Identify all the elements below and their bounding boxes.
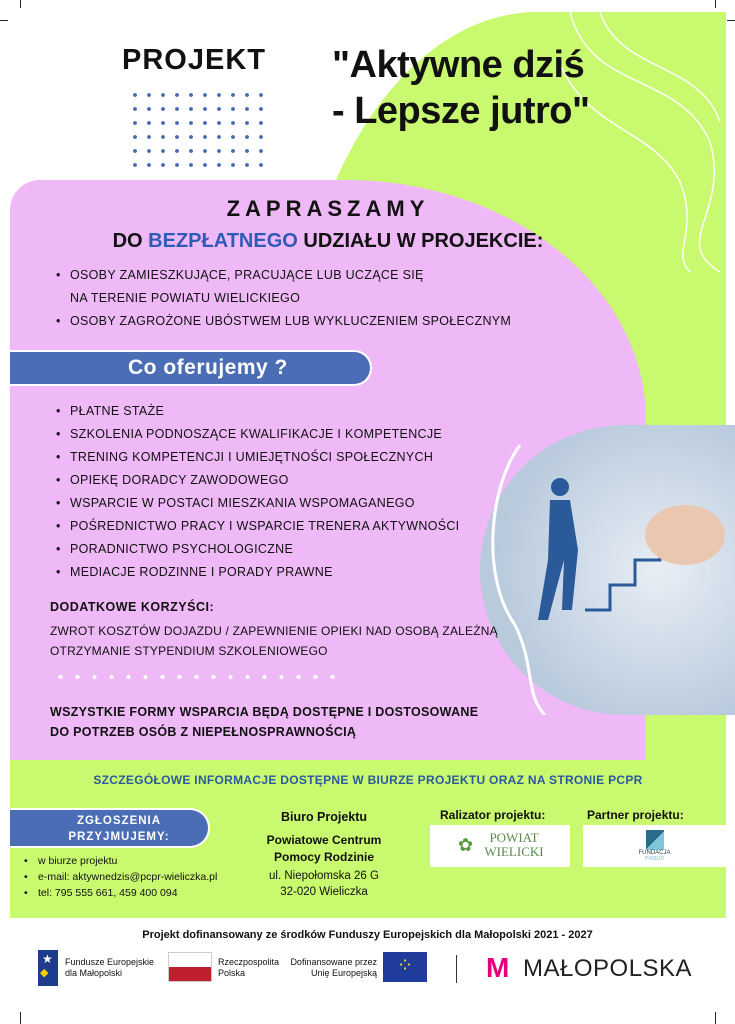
list-item: • WSPARCIE W POSTACI MIESZKANIA WSPOMAGANEGO	[56, 492, 459, 515]
fundacja-logo	[583, 825, 726, 867]
crop-mark	[715, 1012, 716, 1024]
extra-benefit: OTRZYMANIE STYPENDIUM SZKOLENIOWEGO	[50, 644, 328, 658]
funding-note: Projekt dofinansowany ze środków Funduszy Europejskich dla Małopolski 2021 - 2027	[142, 929, 593, 941]
dot-grid-icon	[128, 88, 268, 168]
text: FUNDACJA	[638, 850, 671, 856]
list-item: • SZKOLENIA PODNOSZĄCE KWALIFIKACJE I KOMPETENCJE	[56, 423, 459, 446]
office-heading: Biuro Projektu	[280, 810, 368, 824]
flower-icon: ✿	[458, 835, 474, 855]
eu-label	[285, 957, 377, 979]
logo-text	[430, 831, 570, 859]
fe-logo-icon: ★ ◆	[38, 950, 58, 986]
partner-label: Partner projektu:	[587, 808, 684, 822]
invite-heading: ZAPRASZAMY	[226, 196, 430, 221]
malopolska-m-icon: M	[486, 952, 507, 983]
crop-mark	[715, 0, 716, 8]
highlight-text: BEZPŁATNEGO	[148, 230, 298, 252]
title-line: "Aktywne dziś	[332, 44, 585, 86]
audience-list	[56, 264, 511, 333]
text: Powiatowe Centrum	[266, 833, 382, 847]
dot-divider-icon	[52, 673, 342, 681]
text: Unię Europejską	[310, 968, 377, 978]
email-link[interactable]: • e-mail: aktywnedzis@pcpr-wieliczka.pl	[24, 869, 217, 885]
text: 32-020 Wieliczka	[280, 886, 368, 898]
hand-drawing-photo	[480, 425, 735, 715]
list-item: • PŁATNE STAŻE	[56, 400, 459, 423]
text: Polska	[218, 968, 246, 978]
title-line: - Lepsze jutro"	[332, 90, 590, 132]
walking-figure-icon	[480, 425, 735, 715]
list-item: • OSOBY ZAGROŻONE UBÓSTWEM LUB WYKLUCZENIEM SPOŁECZNYM	[56, 310, 511, 333]
text: WSZYSTKIE FORMY WSPARCIA BĘDĄ DOSTĘPNE I DOSTOSOWANE	[50, 705, 479, 719]
contact-list	[24, 853, 217, 901]
text: POWIAT	[489, 830, 539, 845]
polish-flag-icon	[168, 952, 212, 982]
fundacja-icon	[646, 830, 664, 850]
text: Dofinansowane przez	[290, 957, 377, 967]
list-item: • PORADNICTWO PSYCHOLOGICZNE	[56, 538, 459, 561]
text: Pomocy Rodzinie	[273, 850, 374, 864]
offer-list	[56, 400, 459, 584]
invite-subheading	[10, 230, 646, 253]
text: ZGŁOSZENIA	[76, 815, 162, 827]
projekt-label: PROJEKT	[122, 44, 266, 76]
text: dla Małopolski	[65, 968, 123, 978]
list-item: NA TERENIE POWIATU WIELICKIEGO	[70, 291, 301, 305]
malopolska-logo: MAŁOPOLSKA	[523, 955, 693, 982]
offer-heading: Co oferujemy ?	[10, 350, 372, 386]
crop-mark	[20, 1012, 21, 1024]
text: Rzeczpospolita	[218, 957, 280, 967]
list-item: • w biurze projektu	[24, 853, 217, 869]
list-item: • POŚREDNICTWO PRACY I WSPARCIE TRENERA AKTYWNOŚCI	[56, 515, 459, 538]
list-item: • OSOBY ZAMIESZKUJĄCE, PRACUJĄCE LUB UCZĄCE SIĘ	[56, 264, 511, 287]
text: UDZIAŁU W PROJEKCIE:	[297, 230, 544, 252]
list-item: • TRENING KOMPETENCJI I UMIEJĘTNOŚCI SPOŁECZNYCH	[56, 446, 459, 469]
list-item: • OPIEKĘ DORADCY ZAWODOWEGO	[56, 469, 459, 492]
applications-heading	[10, 808, 210, 848]
text: PRZYJMUJEMY:	[68, 831, 170, 843]
text: Fundusze Europejskie	[65, 957, 155, 967]
rp-label	[218, 957, 279, 979]
text: DO POTRZEB OSÓB Z NIEPEŁNOSPRAWNOŚCIĄ	[50, 725, 357, 739]
info-note: SZCZEGÓŁOWE INFORMACJE DOSTĘPNE W BIURZE PROJEKTU ORAZ NA STRONIE PCPR	[93, 773, 643, 787]
crop-mark	[20, 0, 21, 8]
crop-mark	[727, 20, 735, 21]
extra-benefits-heading: DODATKOWE KORZYŚCI:	[50, 600, 215, 614]
project-title	[332, 42, 590, 134]
divider	[456, 955, 457, 983]
fe-label	[65, 957, 154, 979]
office-address	[262, 868, 386, 900]
list-item: • MEDIACJE RODZINNE I PORADY PRAWNE	[56, 561, 459, 584]
office-name	[262, 832, 386, 866]
crop-mark	[0, 20, 8, 21]
text: DO	[112, 230, 149, 252]
text: WIELICKI	[484, 844, 544, 859]
implementer-label: Ralizator projektu:	[440, 808, 546, 822]
accessibility-note	[50, 702, 478, 742]
text: ul. Niepołomska 26 G	[269, 870, 379, 882]
text: PRIBUD	[645, 856, 664, 862]
eu-flag-icon: ⁘	[383, 952, 427, 982]
phone-link[interactable]: • tel: 795 555 661, 459 400 094	[24, 885, 217, 901]
extra-benefit: ZWROT KOSZTÓW DOJAZDU / ZAPEWNIENIE OPIEKI NAD OSOBĄ ZALEŻNĄ	[50, 624, 498, 638]
powiat-wielicki-logo	[430, 825, 570, 867]
